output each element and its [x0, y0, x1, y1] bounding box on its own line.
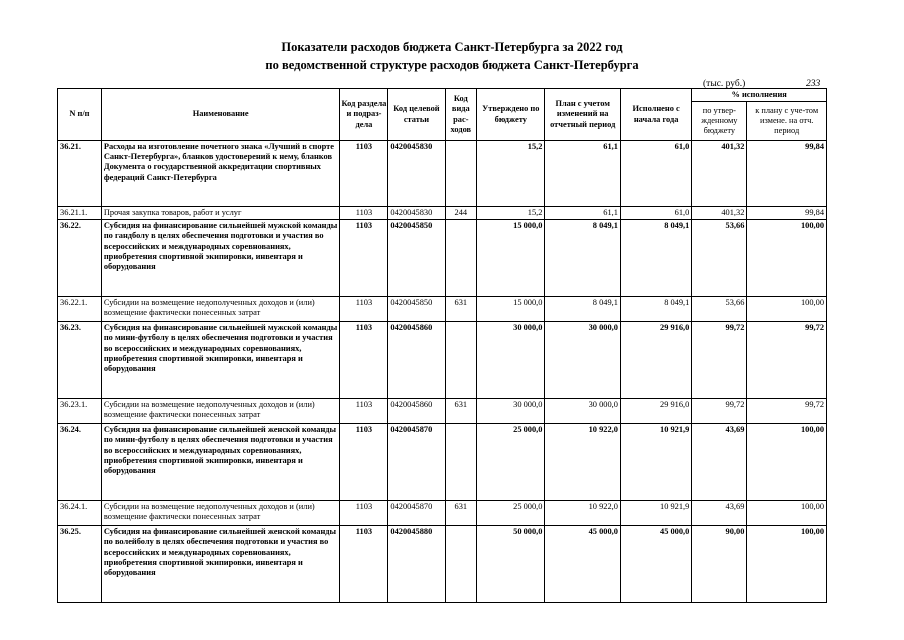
row-approved: 30 000,0 [477, 399, 545, 424]
row-executed: 29 916,0 [620, 399, 691, 424]
table-body [58, 141, 827, 603]
row-pct-plan: 100,00 [747, 220, 827, 297]
header-section-code: Код раздела и подраз-дела [340, 89, 388, 141]
row-name: Субсидия на финансирование сильнейшей мужской команды по гандболу в целях обеспечения подготовки и участия во всероссийских и международных соревнованиях, приобретения спортивной экипировки, инвентаря и оборудования [101, 220, 340, 297]
row-number: 36.22. [58, 220, 102, 297]
row-target-code: 0420045850 [388, 297, 445, 322]
header-target-code: Код целевой статьи [388, 89, 445, 141]
row-plan: 8 049,1 [545, 297, 620, 322]
row-number: 36.24.1. [58, 501, 102, 526]
page-number: 233 [806, 79, 821, 89]
row-name: Субсидия на финансирование сильнейшей женской команды по волейболу в целях обеспечения подготовки и участия во всероссийских и международных соревнованиях, приобретения спортивной экипировки, инвентаря и оборудования [101, 526, 340, 603]
row-name: Субсидия на финансирование сильнейшей мужской команды по мини-футболу в целях обеспечения подготовки и участия во всероссийских и международных соревнованиях, приобретения спортивной экипировки, инвентаря и оборудования [101, 322, 340, 399]
row-number: 36.23.1. [58, 399, 102, 424]
row-plan: 10 922,0 [545, 424, 620, 501]
row-pct-budget: 401,32 [692, 207, 747, 220]
row-pct-budget: 99,72 [692, 322, 747, 399]
row-plan: 61,1 [545, 141, 620, 207]
row-type-code: 631 [445, 297, 477, 322]
row-number: 36.25. [58, 526, 102, 603]
row-number: 36.21.1. [58, 207, 102, 220]
row-name: Расходы на изготовление почетного знака «Лучший в спорте Санкт-Петербурга», бланков удостоверений к нему, бланков Документа о государственной аккредитации спортивных федераций Санкт-Петербурга [101, 141, 340, 207]
row-executed: 61,0 [620, 141, 691, 207]
row-pct-budget: 53,66 [692, 297, 747, 322]
row-number: 36.23. [58, 322, 102, 399]
header-num: N п/п [58, 89, 102, 141]
row-section-code: 1103 [340, 399, 388, 424]
row-section-code: 1103 [340, 501, 388, 526]
row-name: Прочая закупка товаров, работ и услуг [101, 207, 340, 220]
header-name: Наименование [101, 89, 340, 141]
table-row [58, 220, 827, 297]
row-type-code [445, 220, 477, 297]
header-executed: Исполнено с начала года [620, 89, 691, 141]
expenses-table [57, 88, 827, 603]
row-plan: 8 049,1 [545, 220, 620, 297]
row-type-code: 631 [445, 501, 477, 526]
row-pct-budget: 401,32 [692, 141, 747, 207]
row-executed: 45 000,0 [620, 526, 691, 603]
row-name: Субсидия на финансирование сильнейшей женской команды по мини-футболу в целях обеспечения подготовки и участия во всероссийских и международных соревнованиях, приобретения спортивной экипировки, инвентаря и оборудования [101, 424, 340, 501]
header-type-code: Код вида рас-ходов [445, 89, 477, 141]
table-header-row [58, 89, 827, 102]
row-executed: 10 921,9 [620, 424, 691, 501]
row-section-code: 1103 [340, 220, 388, 297]
row-pct-plan: 99,72 [747, 399, 827, 424]
row-section-code: 1103 [340, 322, 388, 399]
row-target-code: 0420045850 [388, 220, 445, 297]
row-pct-plan: 100,00 [747, 424, 827, 501]
row-type-code [445, 526, 477, 603]
row-pct-budget: 53,66 [692, 220, 747, 297]
row-pct-plan: 99,72 [747, 322, 827, 399]
row-plan: 10 922,0 [545, 501, 620, 526]
row-pct-budget: 99,72 [692, 399, 747, 424]
row-approved: 25 000,0 [477, 424, 545, 501]
row-approved: 15,2 [477, 141, 545, 207]
header-percent: % исполнения [692, 89, 827, 102]
table-row [58, 322, 827, 399]
row-type-code: 244 [445, 207, 477, 220]
table-row [58, 297, 827, 322]
header-pct-plan: к плану с уче-том измене. на отч. период [747, 102, 827, 141]
row-target-code: 0420045830 [388, 141, 445, 207]
row-target-code: 0420045880 [388, 526, 445, 603]
row-approved: 15 000,0 [477, 297, 545, 322]
row-plan: 45 000,0 [545, 526, 620, 603]
table-row [58, 399, 827, 424]
row-section-code: 1103 [340, 141, 388, 207]
row-approved: 15,2 [477, 207, 545, 220]
row-number: 36.24. [58, 424, 102, 501]
row-pct-plan: 100,00 [747, 297, 827, 322]
units-label: (тыс. руб.) [703, 79, 746, 89]
table-row [58, 501, 827, 526]
document-title-line1: Показатели расходов бюджета Санкт-Петербурга за 2022 год [281, 40, 623, 54]
row-type-code [445, 322, 477, 399]
row-section-code: 1103 [340, 207, 388, 220]
table-row [58, 141, 827, 207]
row-pct-budget: 43,69 [692, 424, 747, 501]
row-type-code [445, 424, 477, 501]
row-target-code: 0420045830 [388, 207, 445, 220]
row-approved: 30 000,0 [477, 322, 545, 399]
table-row [58, 424, 827, 501]
row-name: Субсидии на возмещение недополученных доходов и (или) возмещение фактически понесенных затрат [101, 297, 340, 322]
row-target-code: 0420045870 [388, 501, 445, 526]
row-number: 36.22.1. [58, 297, 102, 322]
row-plan: 30 000,0 [545, 322, 620, 399]
row-section-code: 1103 [340, 526, 388, 603]
row-number: 36.21. [58, 141, 102, 207]
header-approved: Утверждено по бюджету [477, 89, 545, 141]
row-pct-plan: 100,00 [747, 526, 827, 603]
row-type-code [445, 141, 477, 207]
row-executed: 61,0 [620, 207, 691, 220]
table-row [58, 526, 827, 603]
row-plan: 61,1 [545, 207, 620, 220]
row-pct-plan: 100,00 [747, 501, 827, 526]
row-plan: 30 000,0 [545, 399, 620, 424]
header-plan: План с учетом изменений на отчетный период [545, 89, 620, 141]
header-pct-budget: по утвер-жденному бюджету [692, 102, 747, 141]
row-approved: 15 000,0 [477, 220, 545, 297]
row-name: Субсидии на возмещение недополученных доходов и (или) возмещение фактически понесенных затрат [101, 399, 340, 424]
row-approved: 25 000,0 [477, 501, 545, 526]
row-target-code: 0420045860 [388, 399, 445, 424]
row-section-code: 1103 [340, 424, 388, 501]
row-pct-plan: 99,84 [747, 141, 827, 207]
row-pct-budget: 43,69 [692, 501, 747, 526]
row-executed: 8 049,1 [620, 297, 691, 322]
row-pct-budget: 90,00 [692, 526, 747, 603]
row-pct-plan: 99,84 [747, 207, 827, 220]
row-executed: 8 049,1 [620, 220, 691, 297]
document-title-line2: по ведомственной структуре расходов бюджета Санкт-Петербурга [265, 58, 639, 72]
row-executed: 29 916,0 [620, 322, 691, 399]
row-type-code: 631 [445, 399, 477, 424]
row-target-code: 0420045860 [388, 322, 445, 399]
row-target-code: 0420045870 [388, 424, 445, 501]
row-name: Субсидии на возмещение недополученных доходов и (или) возмещение фактически понесенных затрат [101, 501, 340, 526]
row-section-code: 1103 [340, 297, 388, 322]
row-executed: 10 921,9 [620, 501, 691, 526]
row-approved: 50 000,0 [477, 526, 545, 603]
table-row [58, 207, 827, 220]
